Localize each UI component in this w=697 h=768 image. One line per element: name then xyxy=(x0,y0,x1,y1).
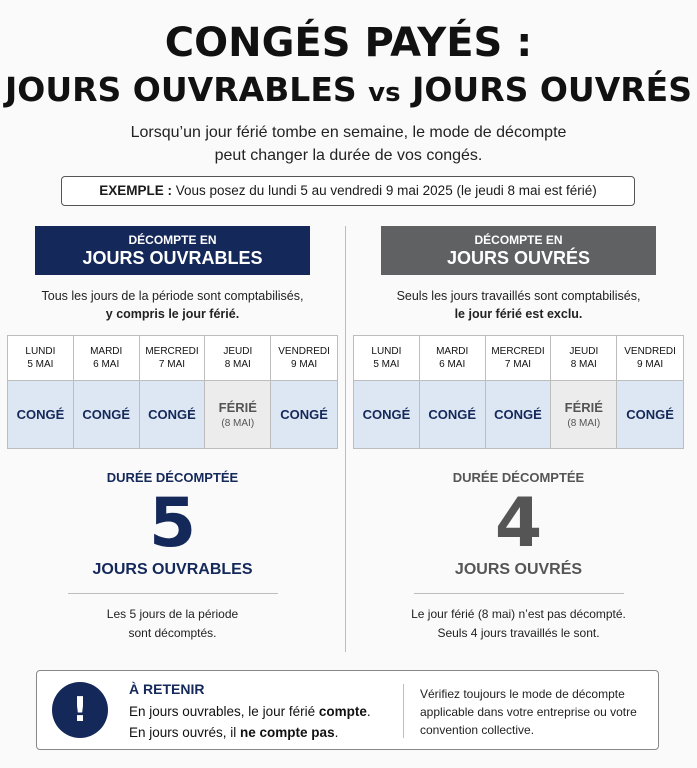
header-line-1: DÉCOMPTE EN xyxy=(474,233,563,247)
duration-label: DURÉE DÉCOMPTÉE xyxy=(452,470,585,485)
day-date: 8 MAI xyxy=(224,359,251,370)
day-mercredi xyxy=(486,336,552,381)
subtitle-line-1: Lorsqu’un jour férié tombe en semaine, le mode de décompte xyxy=(130,124,567,141)
description-ouvrables xyxy=(7,287,338,323)
note-line-2: Seuls 4 jours travaillés le sont. xyxy=(437,626,600,640)
description-line-2: le jour férié est exclu. xyxy=(454,307,583,321)
subtitle xyxy=(0,121,697,167)
cell-conge: CONGÉ xyxy=(354,381,420,448)
example-label: EXEMPLE : xyxy=(99,183,172,198)
cell-conge: CONGÉ xyxy=(420,381,486,448)
day-name: MERCREDI xyxy=(491,346,545,357)
day-name: VENDREDI xyxy=(624,346,676,357)
duration-unit: JOURS OUVRABLES xyxy=(92,561,253,578)
retenir-box xyxy=(36,670,659,750)
description-line-1: Seuls les jours travaillés sont comptabilisés, xyxy=(396,289,641,303)
day-vendredi xyxy=(271,336,337,381)
exclamation-icon: ! xyxy=(52,682,108,738)
day-jeudi xyxy=(205,336,271,381)
cell-ferie xyxy=(205,381,271,448)
title-line-1: CONGÉS PAYÉS : xyxy=(164,20,533,66)
description-line-1: Tous les jours de la période sont comptabilisés, xyxy=(41,289,304,303)
ferie-date: (8 MAI) xyxy=(567,418,601,429)
retenir-separator xyxy=(403,684,404,738)
calendar-ouvrables xyxy=(7,335,338,449)
note-ouvrables xyxy=(7,605,338,643)
day-mardi xyxy=(74,336,140,381)
day-name: MARDI xyxy=(90,346,123,357)
description-ouvres xyxy=(353,287,684,323)
day-lundi xyxy=(8,336,74,381)
ferie-date: (8 MAI) xyxy=(221,418,255,429)
day-mercredi xyxy=(140,336,206,381)
cell-conge: CONGÉ xyxy=(140,381,206,448)
cell-conge: CONGÉ xyxy=(486,381,552,448)
retenir-line-2-text: En jours ouvrés, il xyxy=(129,725,241,740)
day-name: LUNDI xyxy=(25,346,56,357)
day-jeudi xyxy=(551,336,617,381)
title-line-2 xyxy=(0,70,697,109)
example-text: Vous posez du lundi 5 au vendredi 9 mai 2025 (le jeudi 8 mai est férié) xyxy=(175,183,597,198)
day-mardi xyxy=(420,336,486,381)
description-line-2: y compris le jour férié. xyxy=(105,307,240,321)
column-divider xyxy=(345,226,346,652)
retenir-line-2-bold: ne compte pas xyxy=(240,725,335,740)
header-ouvrables xyxy=(35,226,310,275)
day-date: 6 MAI xyxy=(439,359,466,370)
cell-conge: CONGÉ xyxy=(271,381,337,448)
day-name: JEUDI xyxy=(223,346,253,357)
note-ouvres xyxy=(353,605,684,643)
note-line-2: sont décomptés. xyxy=(128,626,217,640)
cell-conge: CONGÉ xyxy=(8,381,74,448)
duration-value: 4 xyxy=(494,484,543,563)
divider xyxy=(68,593,278,594)
duration-label: DURÉE DÉCOMPTÉE xyxy=(106,470,239,485)
day-lundi xyxy=(354,336,420,381)
calendar-ouvres xyxy=(353,335,684,449)
title-ouvres: JOURS OUVRÉS xyxy=(412,70,692,109)
day-date: 6 MAI xyxy=(93,359,120,370)
ferie-label: FÉRIÉ xyxy=(218,400,257,415)
note-line-1: Les 5 jours de la période xyxy=(106,607,239,621)
retenir-title: À RETENIR xyxy=(129,681,205,697)
divider xyxy=(414,593,624,594)
day-name: LUNDI xyxy=(371,346,402,357)
example-box xyxy=(61,176,635,206)
day-date: 9 MAI xyxy=(291,359,318,370)
duration-value: 5 xyxy=(148,484,197,563)
ferie-label: FÉRIÉ xyxy=(564,400,603,415)
retenir-line-2-end: . xyxy=(334,725,339,740)
retenir-line-2 xyxy=(129,725,338,740)
header-line-2: JOURS OUVRABLES xyxy=(82,248,263,268)
note-line-1: Le jour férié (8 mai) n’est pas décompté. xyxy=(411,607,626,621)
day-date: 5 MAI xyxy=(373,359,400,370)
day-name: MARDI xyxy=(436,346,469,357)
retenir-line-1-end: . xyxy=(366,704,371,719)
column-ouvres xyxy=(353,226,684,643)
day-date: 7 MAI xyxy=(504,359,532,370)
cell-conge: CONGÉ xyxy=(74,381,140,448)
retenir-line-1-bold: compte xyxy=(318,704,367,719)
day-date: 7 MAI xyxy=(158,359,186,370)
day-date: 8 MAI xyxy=(570,359,597,370)
day-name: VENDREDI xyxy=(278,346,330,357)
day-date: 5 MAI xyxy=(27,359,54,370)
day-date: 9 MAI xyxy=(637,359,664,370)
retenir-line-1-text: En jours ouvrables, le jour férié xyxy=(129,704,319,719)
title-vs: vs xyxy=(368,78,401,108)
cell-conge: CONGÉ xyxy=(617,381,683,448)
subtitle-line-2: peut changer la durée de vos congés. xyxy=(214,147,483,164)
retenir-line-1 xyxy=(129,704,371,719)
cell-ferie xyxy=(551,381,617,448)
duration-unit: JOURS OUVRÉS xyxy=(454,561,583,578)
header-ouvres xyxy=(381,226,656,275)
retenir-advice: Vérifiez toujours le mode de décompte applicable dans votre entreprise ou votre convention collective. xyxy=(420,687,637,737)
title-ouvrables: JOURS OUVRABLES xyxy=(5,70,357,109)
day-name: MERCREDI xyxy=(145,346,199,357)
header-line-2: JOURS OUVRÉS xyxy=(446,248,591,268)
header-line-1: DÉCOMPTE EN xyxy=(128,233,217,247)
column-ouvrables xyxy=(7,226,338,643)
day-name: JEUDI xyxy=(569,346,599,357)
day-vendredi xyxy=(617,336,683,381)
